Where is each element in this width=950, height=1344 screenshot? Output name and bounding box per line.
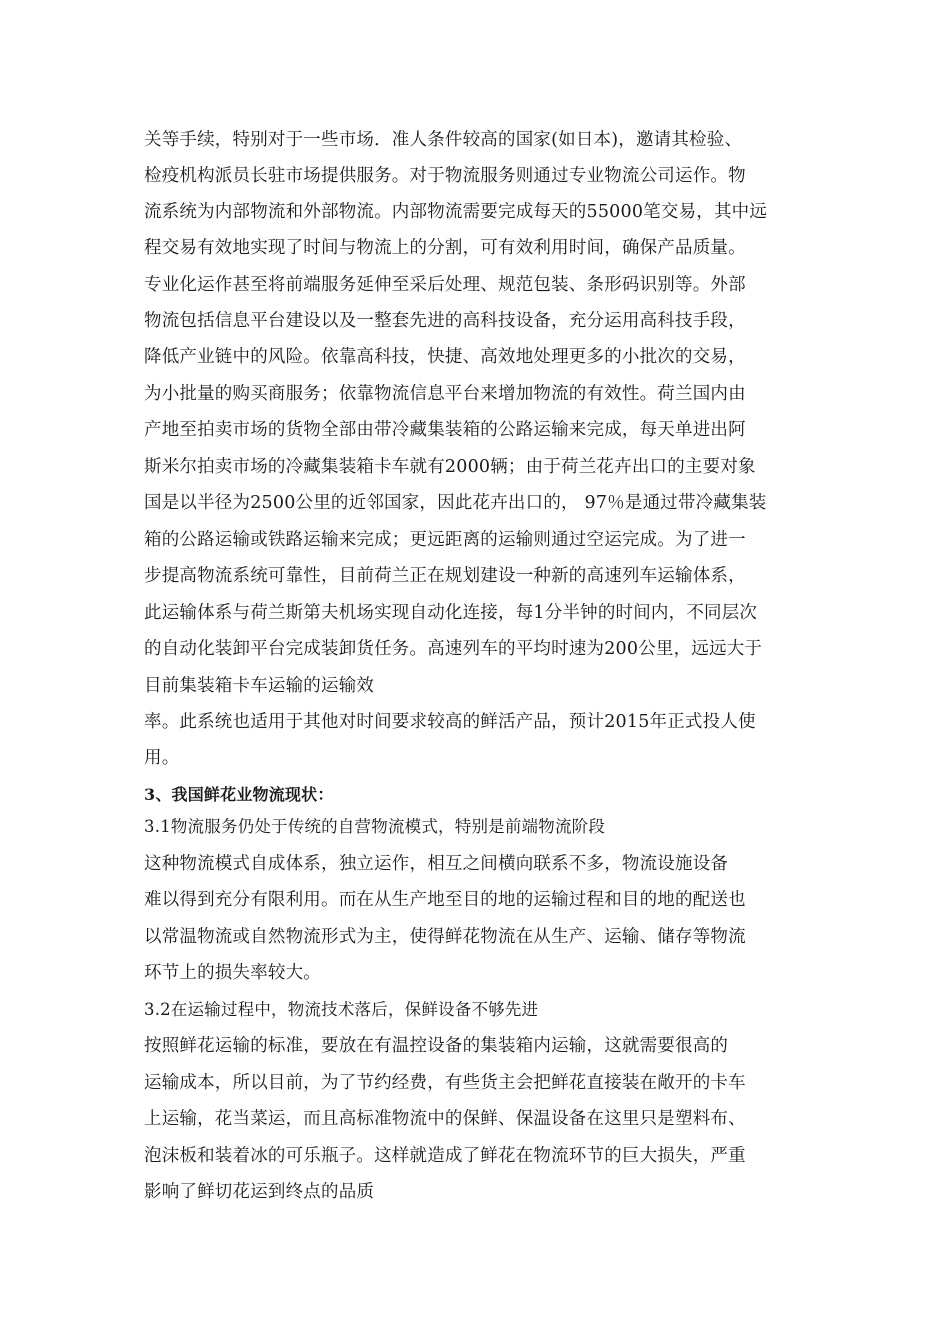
body-text-line: 用。 [144,748,180,768]
body-text-line: 按照鲜花运输的标准，要放在有温控设备的集装箱内运输，这就需要很高的 [144,1036,729,1056]
body-text-line: 检疫机构派员长驻市场提供服务。对于物流服务则通过专业物流公司运作。物 [144,166,746,186]
body-text-line: 国是以半径为2500公里的近邻国家，因此花卉出口的， 97％是通过带冷藏集装 [144,493,767,513]
body-text-line: 流系统为内部物流和外部物流。内部物流需要完成每天的55000笔交易，其中远 [144,202,768,222]
body-text-line: 程交易有效地实现了时间与物流上的分割，可有效利用时间，确保产品质量。 [144,238,746,258]
body-text-line: 箱的公路运输或铁路运输来完成；更远距离的运输则通过空运完成。为了进一 [144,530,746,550]
body-text-line: 步提高物流系统可靠性，目前荷兰正在规划建设一种新的高速列车运输体系， [144,566,746,586]
body-text-line: 关等手续，特别对于一些市场．准人条件较高的国家(如日本)，邀请其检验、 [144,130,743,150]
body-text-line: 这种物流模式自成体系，独立运作，相互之间横向联系不多，物流设施设备 [144,854,729,874]
body-text-line: 为小批量的购买商服务；依靠物流信息平台来增加物流的有效性。荷兰国内由 [144,384,746,404]
body-text-line: 目前集装箱卡车运输的运输效 [144,676,375,696]
body-text-line: 泡沫板和装着冰的可乐瓶子。这样就造成了鲜花在物流环节的巨大损失，严重 [144,1146,746,1166]
body-text-line: 产地至拍卖市场的货物全部由带冷藏集装箱的公路运输来完成，每天单进出阿 [144,420,746,440]
body-text-line: 以常温物流或自然物流形式为主，使得鲜花物流在从生产、运输、储存等物流 [144,927,746,947]
section-heading: 3、我国鲜花业物流现状： [144,785,334,804]
subsection-heading: 3.2在运输过程中，物流技术落后，保鲜设备不够先进 [144,1000,539,1019]
body-text-line: 运输成本，所以目前，为了节约经费，有些货主会把鲜花直接装在敞开的卡车 [144,1073,746,1093]
subsection-heading: 3.1物流服务仍处于传统的自营物流模式，特别是前端物流阶段 [144,817,606,836]
body-text-line: 物流包括信息平台建设以及一整套先进的高科技设备，充分运用高科技手段， [144,311,746,331]
body-text-line: 上运输，花当菜运，而且高标准物流中的保鲜、保温设备在这里只是塑料布、 [144,1109,746,1129]
body-text-line: 难以得到充分有限利用。而在从生产地至目的地的运输过程和目的地的配送也 [144,890,746,910]
body-text-line: 影响了鲜切花运到终点的品质 [144,1182,375,1202]
body-text-line: 斯米尔拍卖市场的冷藏集装箱卡车就有2000辆；由于荷兰花卉出口的主要对象 [144,457,756,477]
body-text-line: 此运输体系与荷兰斯第夫机场实现自动化连接，每1分半钟的时间内，不同层次 [144,603,758,623]
body-text-line: 专业化运作甚至将前端服务延伸至采后处理、规范包装、条形码识别等。外部 [144,275,746,295]
body-text-line: 降低产业链中的风险。依靠高科技，快捷、高效地处理更多的小批次的交易， [144,347,746,367]
body-text-line: 的自动化装卸平台完成装卸货任务。高速列车的平均时速为200公里，远远大于 [144,639,763,659]
body-text-line: 率。此系统也适用于其他对时间要求较高的鲜活产品，预计2015年正式投人使 [144,712,756,732]
body-text-line: 环节上的损失率较大。 [144,963,321,983]
